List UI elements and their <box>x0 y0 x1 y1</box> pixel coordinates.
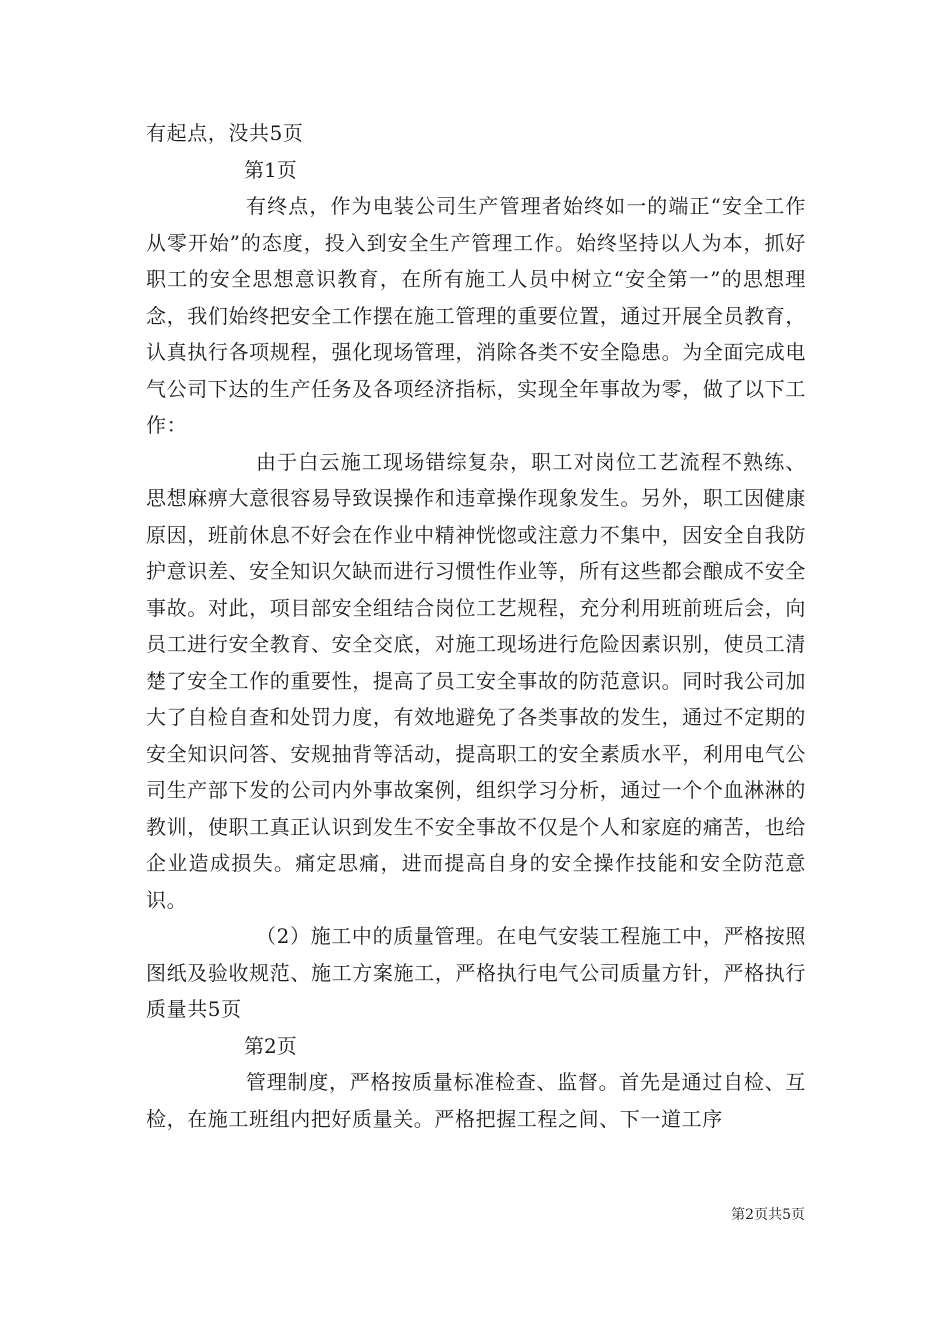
paragraph-quality-system: 管理制度，严格按质量标准检查、监督。首先是通过自检、互检，在施工班组内把好质量关。严格把握工程之间、下一道工序 <box>146 1070 806 1131</box>
paragraph-start: 有起点，没共5页 <box>146 121 304 145</box>
document-body <box>146 115 806 1137</box>
paragraph-safety-measures: 由于白云施工现场错综复杂，职工对岗位工艺流程不熟练、思想麻痹大意很容易导致误操作和违章操作现象发生。另外，职工因健康原因，班前休息不好会在作业中精神恍惚或注意力不集中，因安全自我防护意识差、安全知识欠缺而进行习惯性作业等，所有这些都会酿成不安全事故。对此，项目部安全组结合岗位工艺规程，充分利用班前班后会，向员工进行安全教育、安全交底，对施工现场进行危险因素识别，使员工清楚了安全工作的重要性，提高了员工安全事故的防范意识。同时我公司加大了自检自查和处罚力度，有效地避免了各类事故的发生，通过不定期的安全知识问答、安规抽背等活动，提高职工的安全素质水平，利用电气公司生产部下发的公司内外事故案例，组织学习分析，通过一个个血淋淋的教训，使职工真正认识到发生不安全事故不仅是个人和家庭的痛苦，也给企业造成损失。痛定思痛，进而提高自身的安全操作技能和安全防范意识。 <box>146 449 806 912</box>
paragraph-quality-management: （2）施工中的质量管理。在电气安装工程施工中，严格按照图纸及验收规范、施工方案施工，严格执行电气公司质量方针，严格执行质量共5页 <box>146 924 806 1021</box>
page-marker-1: 第1页 <box>244 157 297 182</box>
paragraph-safety-intro: 有终点，作为电装公司生产管理者始终如一的端正“安全工作从零开始”的态度，投入到安全生产管理工作。始终坚持以人为本，抓好职工的安全思想意识教育，在所有施工人员中树立“安全第一”的思想理念，我们始终把安全工作摆在施工管理的重要位置，通过开展全员教育，认真执行各项规程，强化现场管理，消除各类不安全隐患。为全面完成电气公司下达的生产任务及各项经济指标，实现全年事故为零，做了以下工作： <box>146 194 806 437</box>
page-footer: 第2页共5页 <box>731 1207 805 1223</box>
page-marker-2: 第2页 <box>244 1033 297 1058</box>
